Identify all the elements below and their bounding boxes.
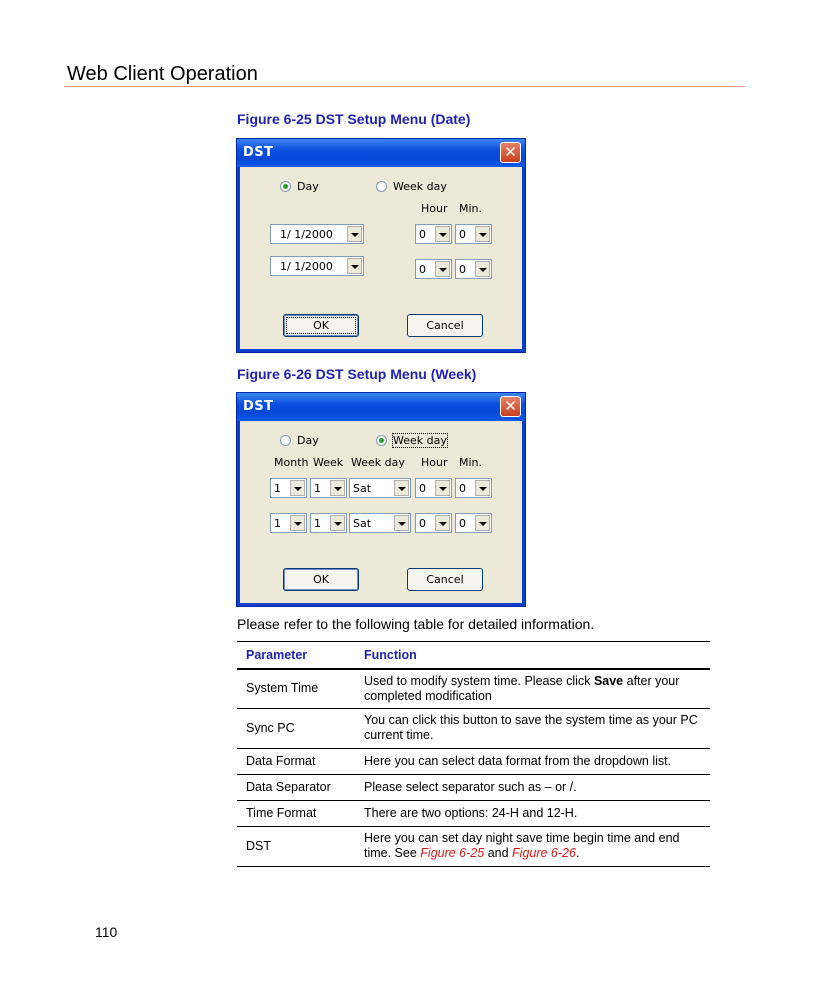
param-cell: Sync PC: [237, 708, 355, 748]
ok-button[interactable]: [283, 314, 359, 337]
close-icon: ✕: [504, 397, 517, 415]
start-min-select[interactable]: [455, 478, 492, 498]
start-week-select[interactable]: [310, 478, 347, 498]
function-text: after your completed modification: [364, 673, 680, 703]
param-cell: System Time: [237, 669, 355, 708]
figure-caption: Figure 6-25 DST Setup Menu (Date): [237, 111, 471, 127]
start-hour-select[interactable]: [415, 224, 452, 244]
function-cell: Here you can select data format from the dropdown list.: [355, 748, 710, 774]
chevron-down-icon[interactable]: [330, 515, 345, 531]
close-icon: ✕: [504, 143, 517, 161]
cancel-button-label: Cancel: [426, 319, 464, 332]
end-week-select[interactable]: [310, 513, 347, 533]
week-label: Week: [313, 456, 344, 469]
start-min-value: 0: [459, 482, 466, 495]
function-text: and: [484, 846, 513, 860]
chevron-down-icon[interactable]: [290, 480, 305, 496]
start-weekday-value: Sat: [353, 482, 372, 495]
table-row: [237, 826, 710, 866]
chevron-down-icon[interactable]: [290, 515, 305, 531]
end-weekday-select[interactable]: [349, 513, 411, 533]
column-header-function: Function: [355, 642, 710, 670]
end-week-value: 1: [314, 517, 321, 530]
save-keyword: Save: [593, 673, 624, 688]
radio-checked-icon: [376, 435, 387, 446]
close-button[interactable]: [500, 396, 521, 417]
figure-caption: Figure 6-26 DST Setup Menu (Week): [237, 366, 477, 382]
dialog-titlebar: [237, 393, 525, 421]
function-cell: Please select separator such as – or /.: [355, 774, 710, 800]
table-row: [237, 800, 710, 826]
ok-button-label: OK: [313, 319, 329, 332]
radio-week-day-label: Week day: [393, 434, 447, 447]
end-min-select[interactable]: [455, 259, 492, 279]
start-min-select[interactable]: [455, 224, 492, 244]
end-min-value: 0: [459, 263, 466, 276]
chevron-down-icon[interactable]: [435, 261, 450, 277]
min-label: Min.: [459, 202, 483, 215]
table-header-row: [237, 642, 710, 670]
radio-day[interactable]: [280, 180, 319, 193]
end-date-value: 1/ 1/2000: [280, 260, 333, 273]
chevron-down-icon[interactable]: [435, 515, 450, 531]
param-cell: Data Format: [237, 748, 355, 774]
start-hour-value: 0: [419, 228, 426, 241]
start-date-value: 1/ 1/2000: [280, 228, 333, 241]
focus-rect: [287, 318, 355, 333]
cancel-button[interactable]: [407, 314, 483, 337]
function-cell: There are two options: 24-H and 12-H.: [355, 800, 710, 826]
dialog-body: [240, 421, 522, 603]
chevron-down-icon[interactable]: [475, 515, 490, 531]
dst-dialog-week: [236, 392, 526, 607]
table-row: [237, 748, 710, 774]
start-month-select[interactable]: [270, 478, 307, 498]
month-label: Month: [274, 456, 309, 469]
radio-week-day[interactable]: [376, 180, 447, 193]
chevron-down-icon[interactable]: [330, 480, 345, 496]
radio-day[interactable]: [280, 434, 319, 447]
figure-link-6-25[interactable]: Figure 6-25: [420, 846, 485, 860]
table-row: [237, 708, 710, 748]
param-cell: Time Format: [237, 800, 355, 826]
ok-button-label: OK: [313, 573, 329, 586]
radio-unchecked-icon: [376, 181, 387, 192]
end-min-select[interactable]: [455, 513, 492, 533]
chevron-down-icon[interactable]: [347, 258, 362, 274]
start-date-picker[interactable]: [270, 224, 364, 244]
function-text: Here you can set day night save time begin time and end time. See: [364, 831, 680, 860]
dialog-title: DST: [243, 399, 274, 414]
function-text: .: [575, 846, 580, 860]
weekday-label: Week day: [351, 456, 405, 469]
chevron-down-icon[interactable]: [435, 480, 450, 496]
end-month-value: 1: [274, 517, 281, 530]
end-hour-value: 0: [419, 517, 426, 530]
chevron-down-icon[interactable]: [347, 226, 362, 242]
end-hour-value: 0: [419, 263, 426, 276]
cancel-button[interactable]: [407, 568, 483, 591]
figure-link-6-26[interactable]: Figure 6-26: [512, 846, 576, 860]
end-date-picker[interactable]: [270, 256, 364, 276]
page-header-title: Web Client Operation: [67, 63, 258, 85]
page-number: 110: [95, 924, 118, 940]
column-header-parameter: Parameter: [237, 642, 355, 670]
radio-unchecked-icon: [280, 435, 291, 446]
start-hour-value: 0: [419, 482, 426, 495]
hour-label: Hour: [421, 202, 448, 215]
end-month-select[interactable]: [270, 513, 307, 533]
function-cell: [355, 826, 710, 866]
chevron-down-icon[interactable]: [394, 515, 409, 531]
hour-label: Hour: [421, 456, 448, 469]
chevron-down-icon[interactable]: [475, 480, 490, 496]
radio-week-day-label: Week day: [393, 180, 447, 193]
chevron-down-icon[interactable]: [394, 480, 409, 496]
start-week-value: 1: [314, 482, 321, 495]
end-hour-select[interactable]: [415, 259, 452, 279]
start-min-value: 0: [459, 228, 466, 241]
close-button[interactable]: [500, 142, 521, 163]
function-cell: [355, 669, 710, 708]
parameter-table: [237, 641, 710, 867]
table-row: [237, 774, 710, 800]
dialog-title: DST: [243, 145, 274, 160]
start-month-value: 1: [274, 482, 281, 495]
radio-day-label: Day: [297, 434, 319, 447]
header-rule: [64, 86, 745, 87]
dialog-titlebar: [237, 139, 525, 167]
ok-button[interactable]: [283, 568, 359, 591]
chevron-down-icon[interactable]: [475, 226, 490, 242]
param-cell: DST: [237, 826, 355, 866]
function-text: Used to modify system time. Please click: [364, 673, 594, 688]
cancel-button-label: Cancel: [426, 573, 464, 586]
param-cell: Data Separator: [237, 774, 355, 800]
end-hour-select[interactable]: [415, 513, 452, 533]
end-weekday-value: Sat: [353, 517, 372, 530]
dialog-body: [240, 167, 522, 349]
radio-week-day[interactable]: [376, 434, 447, 447]
radio-day-label: Day: [297, 180, 319, 193]
start-weekday-select[interactable]: [349, 478, 411, 498]
table-row: [237, 669, 710, 708]
intro-text: Please refer to the following table for detailed information.: [237, 616, 595, 632]
chevron-down-icon[interactable]: [475, 261, 490, 277]
function-cell: You can click this button to save the system time as your PC current time.: [355, 708, 710, 748]
min-label: Min.: [459, 456, 483, 469]
start-hour-select[interactable]: [415, 478, 452, 498]
chevron-down-icon[interactable]: [435, 226, 450, 242]
radio-checked-icon: [280, 181, 291, 192]
end-min-value: 0: [459, 517, 466, 530]
dst-dialog-date: [236, 138, 526, 353]
